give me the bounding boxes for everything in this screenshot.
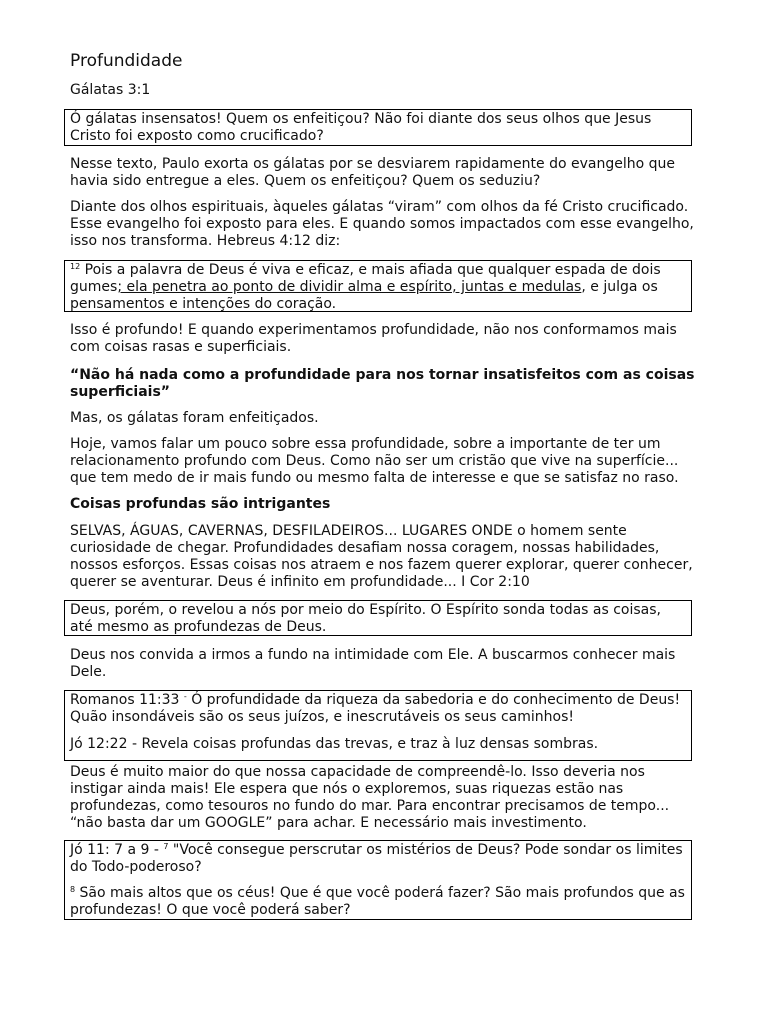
scripture-box-hebreus — [64, 260, 692, 312]
scripture-text: Deus, porém, o revelou a nós por meio do Espírito. O Espírito sonda todas as coisas, até mesmo as profundezas de Deus. — [70, 602, 662, 635]
paragraph-eyes: Diante dos olhos espirituais, àqueles gálatas “viram” com olhos da fé Cristo crucificado. Esse evangelho foi exposto para eles. E quando somos impactados com esse evangelho, isso nos transforma. Hebreus 4:12 diz: — [70, 199, 694, 249]
underlined-text: ; ela penetra ao ponto de dividir alma e espírito, juntas e medulas — [117, 279, 582, 295]
scripture-box-jo — [64, 840, 692, 920]
paragraph-profound: Isso é profundo! E quando experimentamos profundidade, não nos conformamos mais com coisas rasas e superficiais. — [70, 322, 677, 355]
scripture-text: Romanos 11:33 - Ó profundidade da riqueza da sabedoria e do conhecimento de Deus! Quão insondáveis são os seus juízos, e inescrutáveis os seus caminhos! — [70, 692, 681, 725]
scripture-text: Ó gálatas insensatos! Quem os enfeitiçou? Não foi diante dos seus olhos que Jesus Cristo foi exposto como crucificado? — [70, 111, 652, 144]
paragraph-intro: Nesse texto, Paulo exorta os gálatas por se desviarem rapidamente do evangelho que havia sido entregue a eles. Quem os enfeitiçou? Quem os seduziu? — [70, 156, 675, 189]
paragraph-bewitched: Mas, os gálatas foram enfeitiçados. — [70, 410, 319, 426]
scripture-reference: Gálatas 3:1 — [70, 82, 151, 98]
paragraph-greater: Deus é muito maior do que nossa capacidade de compreendê-lo. Isso deveria nos instigar ainda mais! Ele espera que nós o exploremos, suas riquezas estão nas profundezas, como tesouros no fundo do mar. Para encontrar precisamos de tempo... “não basta dar um GOOGLE” para achar. E necessário mais investimento. — [70, 764, 670, 831]
paragraph-invite: Deus nos convida a irmos a fundo na intimidade com Ele. A buscarmos conhecer mais Dele. — [70, 647, 676, 680]
scripture-text: Jó 12:22 - Revela coisas profundas das trevas, e traz à luz densas sombras. — [70, 736, 599, 752]
scripture-text: Jó 11: 7 a 9 - $^7$ "Você consegue perscrutar os mistérios de Deus? Pode sondar os limites do Todo-poderoso? — [70, 842, 683, 875]
scripture-box-romanos — [64, 690, 692, 761]
verse-number: 12 — [70, 262, 81, 271]
paragraph-today: Hoje, vamos falar um pouco sobre essa profundidade, sobre a importante de ter um relacionamento profundo com Deus. Como não ser um cristão que vive na superfície... que tem medo de ir mais fundo ou mesmo falta de interesse e que se satisfaz no raso. — [70, 436, 679, 486]
paragraph-jungles: SELVAS, ÁGUAS, CAVERNAS, DESFILADEIROS... LUGARES ONDE o homem sente curiosidade de chegar. Profundidades desafiam nossa coragem, nossas habilidades, nossos esforços. Essas coisas nos atraem e nos fazem querer explorar, querer conhecer, querer se aventurar. Deus é infinito em profundidade... I Cor 2:10 — [70, 523, 693, 590]
scripture-box-corinthians — [64, 600, 692, 636]
quote: “Não há nada como a profundidade para nos tornar insatisfeitos com as coisas superficiais” — [70, 367, 695, 400]
page-title: Profundidade — [70, 51, 183, 71]
scripture-text: $^8$ São mais altos que os céus! Que é que você poderá fazer? São mais profundos que as profundezas! O que você poderá saber? — [70, 885, 685, 918]
scripture-box-galatas — [64, 109, 692, 146]
verse-number: 8 — [70, 885, 76, 894]
section-heading: Coisas profundas são intrigantes — [70, 496, 331, 512]
verse-number: 7 — [163, 842, 169, 851]
scripture-text: $^{12}$ Pois a palavra de Deus é viva e eficaz, e mais afiada que qualquer espada de dois gumes; ela penetra ao ponto de dividir alma e espírito, juntas e medulas, e julga os pensamentos e intenções do coração. — [70, 262, 661, 312]
